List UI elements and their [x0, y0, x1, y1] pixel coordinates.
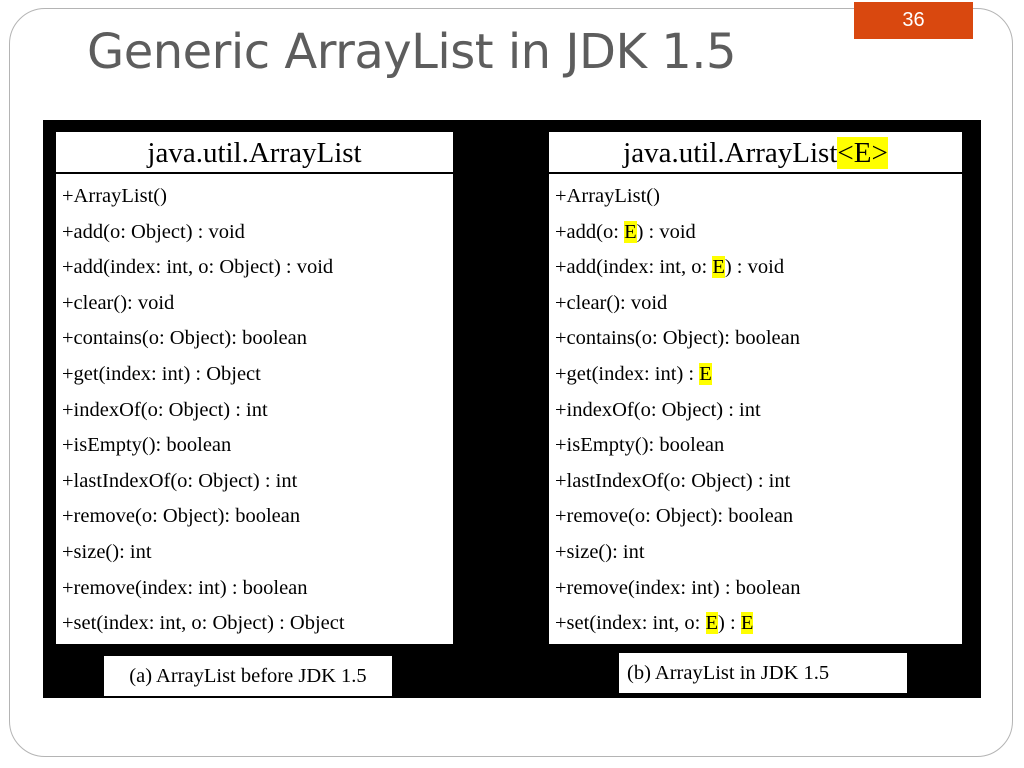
- method-text: +set(index: int, o:: [555, 612, 706, 635]
- method-text: +remove(index: int) : boolean: [555, 576, 801, 599]
- method-item: +get(index: int) : Object: [62, 362, 261, 385]
- method-list: [549, 174, 962, 642]
- method-text: ) : void: [724, 256, 785, 279]
- method-item: [555, 393, 962, 429]
- uml-class-arraylist-generic: [549, 132, 962, 644]
- method-item: [555, 215, 962, 251]
- method-item: +remove(index: int) : boolean: [62, 576, 308, 599]
- method-item: +add(o: Object) : void: [62, 220, 245, 243]
- slide-number: 36: [854, 2, 973, 39]
- method-item: [555, 499, 962, 535]
- method-text: ) :: [718, 612, 741, 635]
- method-item: +clear(): void: [62, 291, 175, 314]
- method-item: +remove(o: Object): boolean: [62, 505, 301, 528]
- type-parameter: E: [699, 362, 712, 385]
- method-item: [555, 357, 962, 393]
- method-list: [56, 174, 453, 642]
- method-text: +contains(o: Object): boolean: [555, 327, 800, 350]
- type-parameter: E: [712, 256, 725, 279]
- caption-jdk15: (b) ArrayList in JDK 1.5: [619, 653, 907, 693]
- method-item: [555, 250, 962, 286]
- method-item: +set(index: int, o: Object) : Object: [62, 612, 345, 635]
- method-text: +indexOf(o: Object) : int: [555, 398, 761, 421]
- method-item: +indexOf(o: Object) : int: [62, 398, 268, 421]
- method-item: [555, 321, 962, 357]
- class-name-text: java.util.ArrayList: [623, 137, 838, 169]
- class-name: java.util.ArrayList: [56, 132, 453, 174]
- method-text: +remove(o: Object): boolean: [555, 505, 794, 528]
- method-text: ) : void: [636, 220, 696, 243]
- method-item: [555, 464, 962, 500]
- method-text: +add(index: int, o:: [555, 256, 713, 279]
- method-text: +add(o:: [555, 220, 625, 243]
- caption-before-jdk15: (a) ArrayList before JDK 1.5: [104, 656, 392, 696]
- method-item: [555, 286, 962, 322]
- slide-title: Generic ArrayList in JDK 1.5: [87, 24, 737, 80]
- method-text: +get(index: int) :: [555, 362, 700, 385]
- uml-class-arraylist-legacy: [56, 132, 453, 644]
- method-item: +contains(o: Object): boolean: [62, 327, 307, 350]
- method-item: [555, 535, 962, 571]
- method-item: [555, 571, 962, 607]
- method-text: +lastIndexOf(o: Object) : int: [555, 469, 791, 492]
- method-text: +clear(): void: [555, 291, 668, 314]
- type-parameter: <E>: [837, 137, 888, 169]
- class-name: [549, 132, 962, 174]
- method-item: +add(index: int, o: Object) : void: [62, 256, 334, 279]
- method-item: [555, 179, 962, 215]
- method-text: +isEmpty(): boolean: [555, 434, 725, 457]
- type-parameter: E: [740, 612, 754, 635]
- method-item: +isEmpty(): boolean: [62, 434, 232, 457]
- uml-diagram: [43, 120, 981, 698]
- type-parameter: E: [624, 220, 637, 243]
- type-parameter: E: [705, 612, 719, 635]
- method-text: +size(): int: [555, 540, 645, 563]
- method-item: +ArrayList(): [62, 185, 167, 207]
- method-text: +ArrayList(): [555, 185, 660, 207]
- method-item: +size(): int: [62, 540, 152, 563]
- method-item: [555, 428, 962, 464]
- method-item: +lastIndexOf(o: Object) : int: [62, 469, 298, 492]
- method-item: [555, 606, 962, 642]
